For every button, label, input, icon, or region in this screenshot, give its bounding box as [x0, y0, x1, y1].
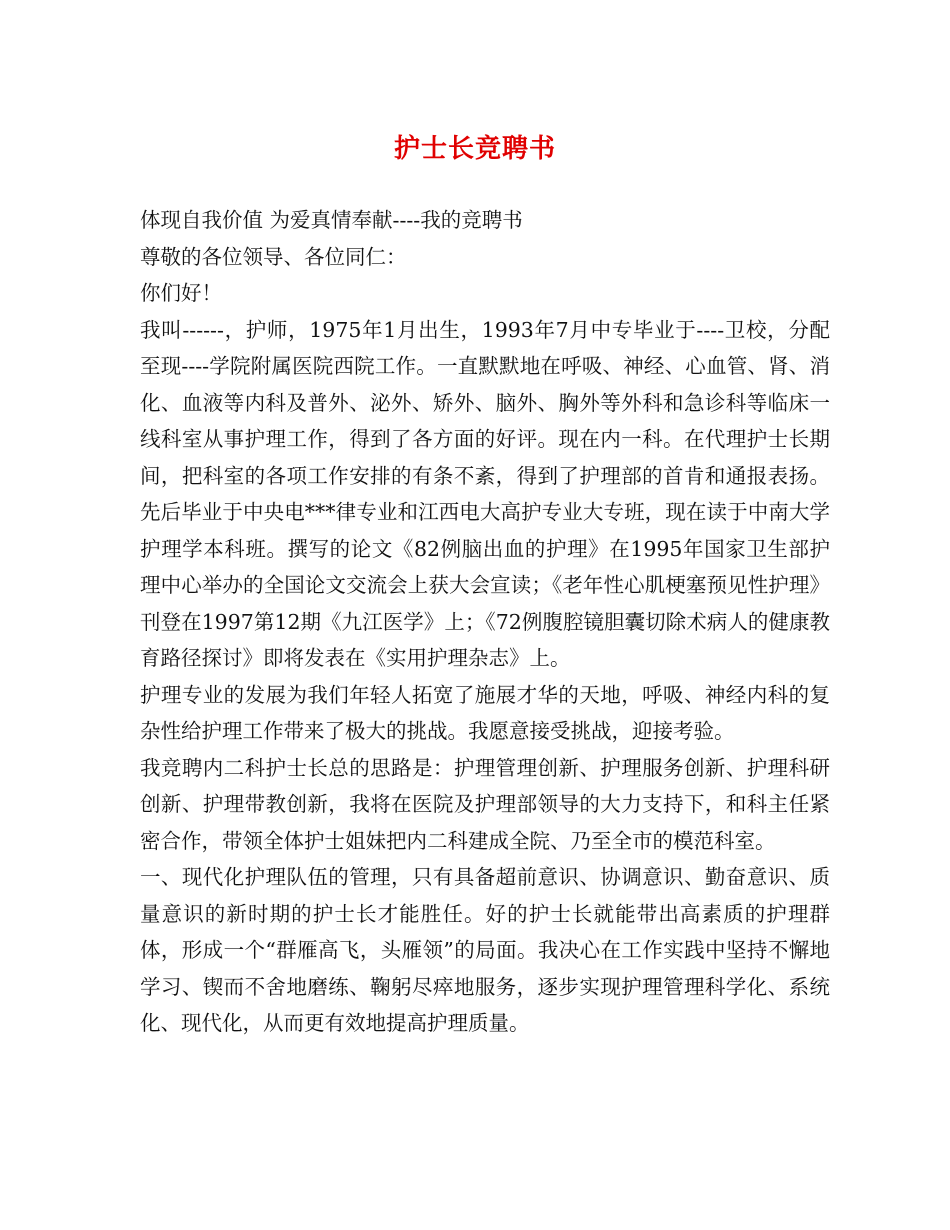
paragraph-approach: 我竞聘内二科护士长总的思路是：护理管理创新、护理服务创新、护理科研创新、护理带教创新，我将在医院及护理部领导的大力支持下，和科主任紧密合作，带领全体护士姐妹把内二科建成全院、乃至全市的模范科室。 — [140, 755, 830, 853]
page-title: 护士长竞聘书 — [393, 134, 556, 164]
salutation: 尊敬的各位领导、各位同仁： — [140, 244, 407, 269]
paragraph-point-one: 一、现代化护理队伍的管理，只有具备超前意识、协调意识、勤奋意识、质量意识的新时期的护士长才能胜任。好的护士长就能带出高素质的护理群体，形成一个“群雁高飞，头雁领”的局面。我决心在工作实践中坚持不懈地学习、锲而不舍地磨练、鞠躬尽瘁地服务，逐步实现护理管理科学化、系统化、现代化，从而更有效地提高护理质量。 — [140, 865, 830, 1035]
greeting: 你们好！ — [140, 281, 222, 305]
paragraph-challenge: 护理专业的发展为我们年轻人拓宽了施展才华的天地，呼吸、神经内科的复杂性给护理工作带来了极大的挑战。我愿意接受挑战，迎接考验。 — [140, 682, 830, 743]
document-body — [140, 202, 830, 1042]
paragraph-introduction: 我叫------，护师，1975年1月出生，1993年7月中专毕业于----卫校，分配至现----学院附属医院西院工作。一直默默地在呼吸、神经、心血管、肾、消化、血液等内科及普外、泌外、矫外、脑外、胸外等外科和急诊科等临床一线科室从事护理工作，得到了各方面的好评。现在内一科。在代理护士长期间，把科室的各项工作安排的有条不紊，得到了护理部的首肯和通报表扬。先后毕业于中央电***律专业和江西电大高护专业大专班，现在读于中南大学护理学本科班。撰写的论文《82例脑出血的护理》在1995年国家卫生部护理中心举办的全国论文交流会上获大会宣读；《老年性心肌梗塞预见性护理》刊登在1997第12期《九江医学》上；《72例腹腔镜胆囊切除术病人的健康教育路径探讨》即将发表在《实用护理杂志》上。 — [140, 317, 830, 670]
subtitle-line: 体现自我价值 为爱真情奉献----我的竞聘书 — [140, 208, 523, 232]
